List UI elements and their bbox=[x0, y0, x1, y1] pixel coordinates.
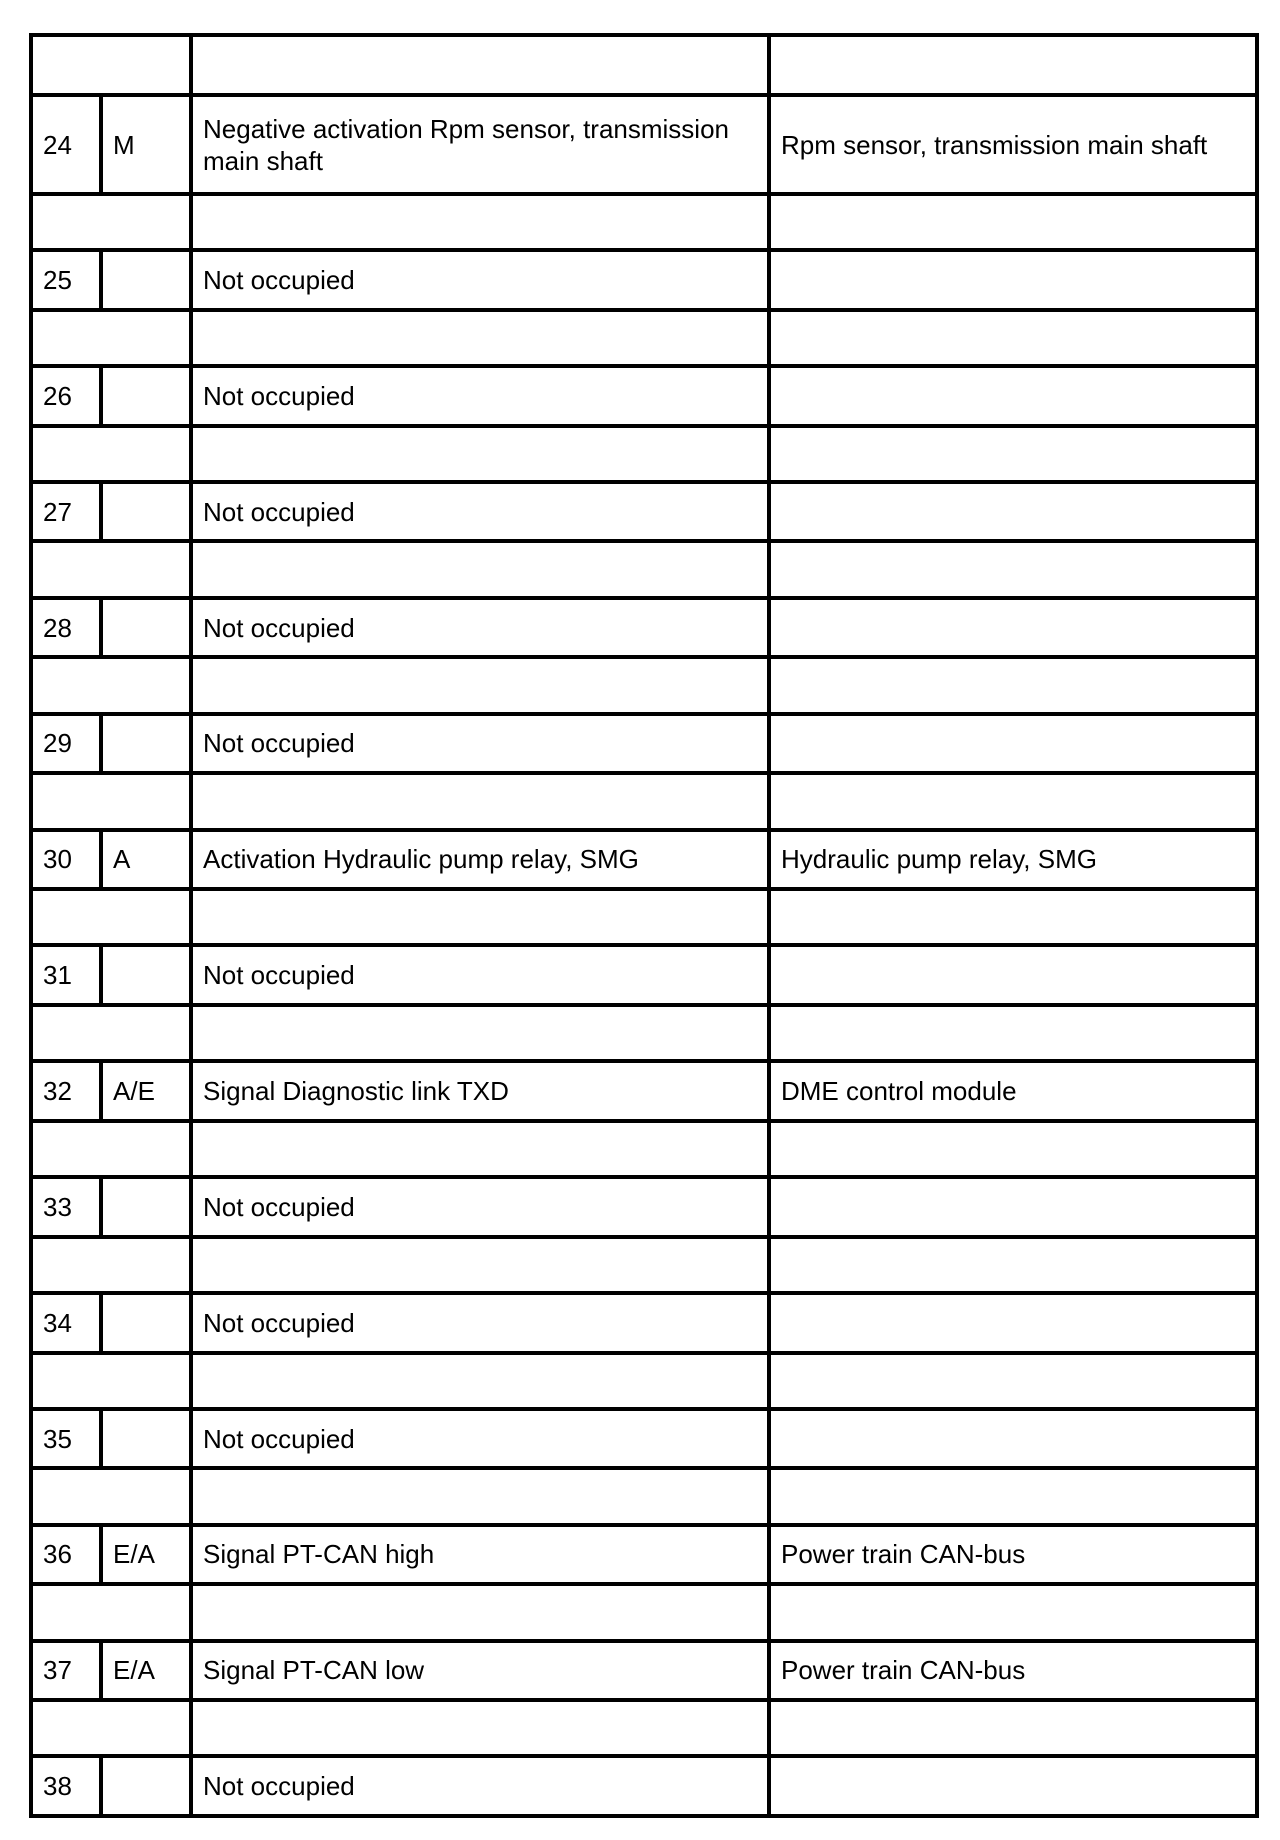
spacer-row bbox=[31, 194, 1257, 250]
spacer-cell bbox=[191, 426, 769, 482]
pin-cell: 36 bbox=[31, 1525, 101, 1584]
spacer-cell bbox=[191, 657, 769, 713]
spacer-cell bbox=[31, 1700, 191, 1756]
spacer-cell bbox=[191, 1468, 769, 1524]
description-cell: Negative activation Rpm sensor, transmission main shaft bbox=[191, 95, 769, 193]
description-cell: Not occupied bbox=[191, 250, 769, 309]
spacer-cell bbox=[31, 657, 191, 713]
description-cell: Not occupied bbox=[191, 482, 769, 541]
pin-cell: 35 bbox=[31, 1409, 101, 1468]
spacer-cell bbox=[191, 541, 769, 597]
type-cell bbox=[101, 714, 191, 773]
type-cell: E/A bbox=[101, 1525, 191, 1584]
spacer-cell bbox=[191, 310, 769, 366]
spacer-cell bbox=[191, 889, 769, 945]
spacer-cell bbox=[769, 541, 1257, 597]
spacer-row bbox=[31, 1700, 1257, 1756]
connected-to-cell: Rpm sensor, transmission main shaft bbox=[769, 95, 1257, 193]
type-cell bbox=[101, 482, 191, 541]
spacer-cell bbox=[191, 1005, 769, 1061]
spacer-cell bbox=[769, 657, 1257, 713]
description-cell: Activation Hydraulic pump relay, SMG bbox=[191, 830, 769, 889]
spacer-cell bbox=[191, 1700, 769, 1756]
spacer-row bbox=[31, 541, 1257, 597]
spacer-cell bbox=[31, 889, 191, 945]
spacer-cell bbox=[191, 1584, 769, 1640]
connected-to-cell: Hydraulic pump relay, SMG bbox=[769, 830, 1257, 889]
spacer-cell bbox=[31, 310, 191, 366]
table-row bbox=[31, 1061, 1257, 1120]
spacer-cell bbox=[31, 773, 191, 829]
table-row bbox=[31, 1756, 1257, 1816]
spacer-cell bbox=[769, 1121, 1257, 1177]
connected-to-cell bbox=[769, 250, 1257, 309]
type-cell: M bbox=[101, 95, 191, 193]
connected-to-cell bbox=[769, 714, 1257, 773]
description-cell: Not occupied bbox=[191, 366, 769, 425]
spacer-cell bbox=[769, 773, 1257, 829]
spacer-cell bbox=[31, 1237, 191, 1293]
table-row bbox=[31, 598, 1257, 657]
spacer-row bbox=[31, 1468, 1257, 1524]
type-cell bbox=[101, 945, 191, 1004]
pin-cell: 26 bbox=[31, 366, 101, 425]
spacer-row bbox=[31, 426, 1257, 482]
connected-to-cell: Power train CAN-bus bbox=[769, 1525, 1257, 1584]
spacer-row bbox=[31, 1005, 1257, 1061]
type-cell: E/A bbox=[101, 1641, 191, 1700]
table-row bbox=[31, 1409, 1257, 1468]
table-row bbox=[31, 714, 1257, 773]
description-cell: Not occupied bbox=[191, 714, 769, 773]
type-cell bbox=[101, 250, 191, 309]
spacer-cell bbox=[191, 1121, 769, 1177]
pin-cell: 37 bbox=[31, 1641, 101, 1700]
spacer-cell bbox=[31, 35, 191, 95]
spacer-cell bbox=[191, 773, 769, 829]
type-cell: A bbox=[101, 830, 191, 889]
pin-assignment-table bbox=[29, 33, 1259, 1818]
spacer-cell bbox=[31, 1005, 191, 1061]
spacer-cell bbox=[769, 194, 1257, 250]
table-row bbox=[31, 250, 1257, 309]
type-cell: A/E bbox=[101, 1061, 191, 1120]
pin-cell: 29 bbox=[31, 714, 101, 773]
spacer-cell bbox=[769, 1237, 1257, 1293]
spacer-cell bbox=[769, 35, 1257, 95]
type-cell bbox=[101, 1409, 191, 1468]
spacer-cell bbox=[31, 1353, 191, 1409]
spacer-cell bbox=[769, 1700, 1257, 1756]
table-row bbox=[31, 945, 1257, 1004]
description-cell: Not occupied bbox=[191, 598, 769, 657]
table-row bbox=[31, 830, 1257, 889]
description-cell: Signal Diagnostic link TXD bbox=[191, 1061, 769, 1120]
pin-cell: 27 bbox=[31, 482, 101, 541]
pin-cell: 32 bbox=[31, 1061, 101, 1120]
spacer-cell bbox=[769, 1468, 1257, 1524]
spacer-row bbox=[31, 1121, 1257, 1177]
spacer-cell bbox=[31, 541, 191, 597]
spacer-cell bbox=[769, 1584, 1257, 1640]
spacer-cell bbox=[31, 1468, 191, 1524]
table-row bbox=[31, 482, 1257, 541]
table-row bbox=[31, 1641, 1257, 1700]
connected-to-cell bbox=[769, 1756, 1257, 1816]
spacer-cell bbox=[31, 1121, 191, 1177]
pin-cell: 24 bbox=[31, 95, 101, 193]
spacer-row bbox=[31, 773, 1257, 829]
table-row bbox=[31, 1525, 1257, 1584]
spacer-row bbox=[31, 1237, 1257, 1293]
pin-cell: 28 bbox=[31, 598, 101, 657]
description-cell: Not occupied bbox=[191, 945, 769, 1004]
spacer-cell bbox=[769, 1005, 1257, 1061]
pin-cell: 34 bbox=[31, 1293, 101, 1352]
type-cell bbox=[101, 598, 191, 657]
spacer-row bbox=[31, 1584, 1257, 1640]
pin-cell: 25 bbox=[31, 250, 101, 309]
description-cell: Signal PT-CAN high bbox=[191, 1525, 769, 1584]
spacer-cell bbox=[31, 426, 191, 482]
description-cell: Not occupied bbox=[191, 1177, 769, 1236]
type-cell bbox=[101, 366, 191, 425]
description-cell: Not occupied bbox=[191, 1409, 769, 1468]
pin-cell: 33 bbox=[31, 1177, 101, 1236]
type-cell bbox=[101, 1293, 191, 1352]
top-spacer-row bbox=[31, 35, 1257, 95]
spacer-cell bbox=[191, 194, 769, 250]
spacer-cell bbox=[31, 1584, 191, 1640]
spacer-cell bbox=[769, 1353, 1257, 1409]
spacer-cell bbox=[769, 310, 1257, 366]
spacer-row bbox=[31, 889, 1257, 945]
connected-to-cell: Power train CAN-bus bbox=[769, 1641, 1257, 1700]
connected-to-cell bbox=[769, 598, 1257, 657]
connected-to-cell: DME control module bbox=[769, 1061, 1257, 1120]
pin-table-body bbox=[31, 35, 1257, 1816]
connected-to-cell bbox=[769, 945, 1257, 1004]
type-cell bbox=[101, 1177, 191, 1236]
description-cell: Not occupied bbox=[191, 1293, 769, 1352]
spacer-cell bbox=[191, 1237, 769, 1293]
spacer-row bbox=[31, 310, 1257, 366]
description-cell: Signal PT-CAN low bbox=[191, 1641, 769, 1700]
table-row bbox=[31, 366, 1257, 425]
pin-cell: 31 bbox=[31, 945, 101, 1004]
table-row bbox=[31, 1293, 1257, 1352]
connected-to-cell bbox=[769, 482, 1257, 541]
connected-to-cell bbox=[769, 1177, 1257, 1236]
spacer-cell bbox=[191, 35, 769, 95]
spacer-cell bbox=[31, 194, 191, 250]
table-row bbox=[31, 95, 1257, 193]
pin-cell: 38 bbox=[31, 1756, 101, 1816]
spacer-row bbox=[31, 1353, 1257, 1409]
pin-cell: 30 bbox=[31, 830, 101, 889]
spacer-cell bbox=[769, 426, 1257, 482]
description-cell: Not occupied bbox=[191, 1756, 769, 1816]
connected-to-cell bbox=[769, 366, 1257, 425]
table-row bbox=[31, 1177, 1257, 1236]
type-cell bbox=[101, 1756, 191, 1816]
connected-to-cell bbox=[769, 1293, 1257, 1352]
connected-to-cell bbox=[769, 1409, 1257, 1468]
spacer-cell bbox=[769, 889, 1257, 945]
spacer-row bbox=[31, 657, 1257, 713]
spacer-cell bbox=[191, 1353, 769, 1409]
